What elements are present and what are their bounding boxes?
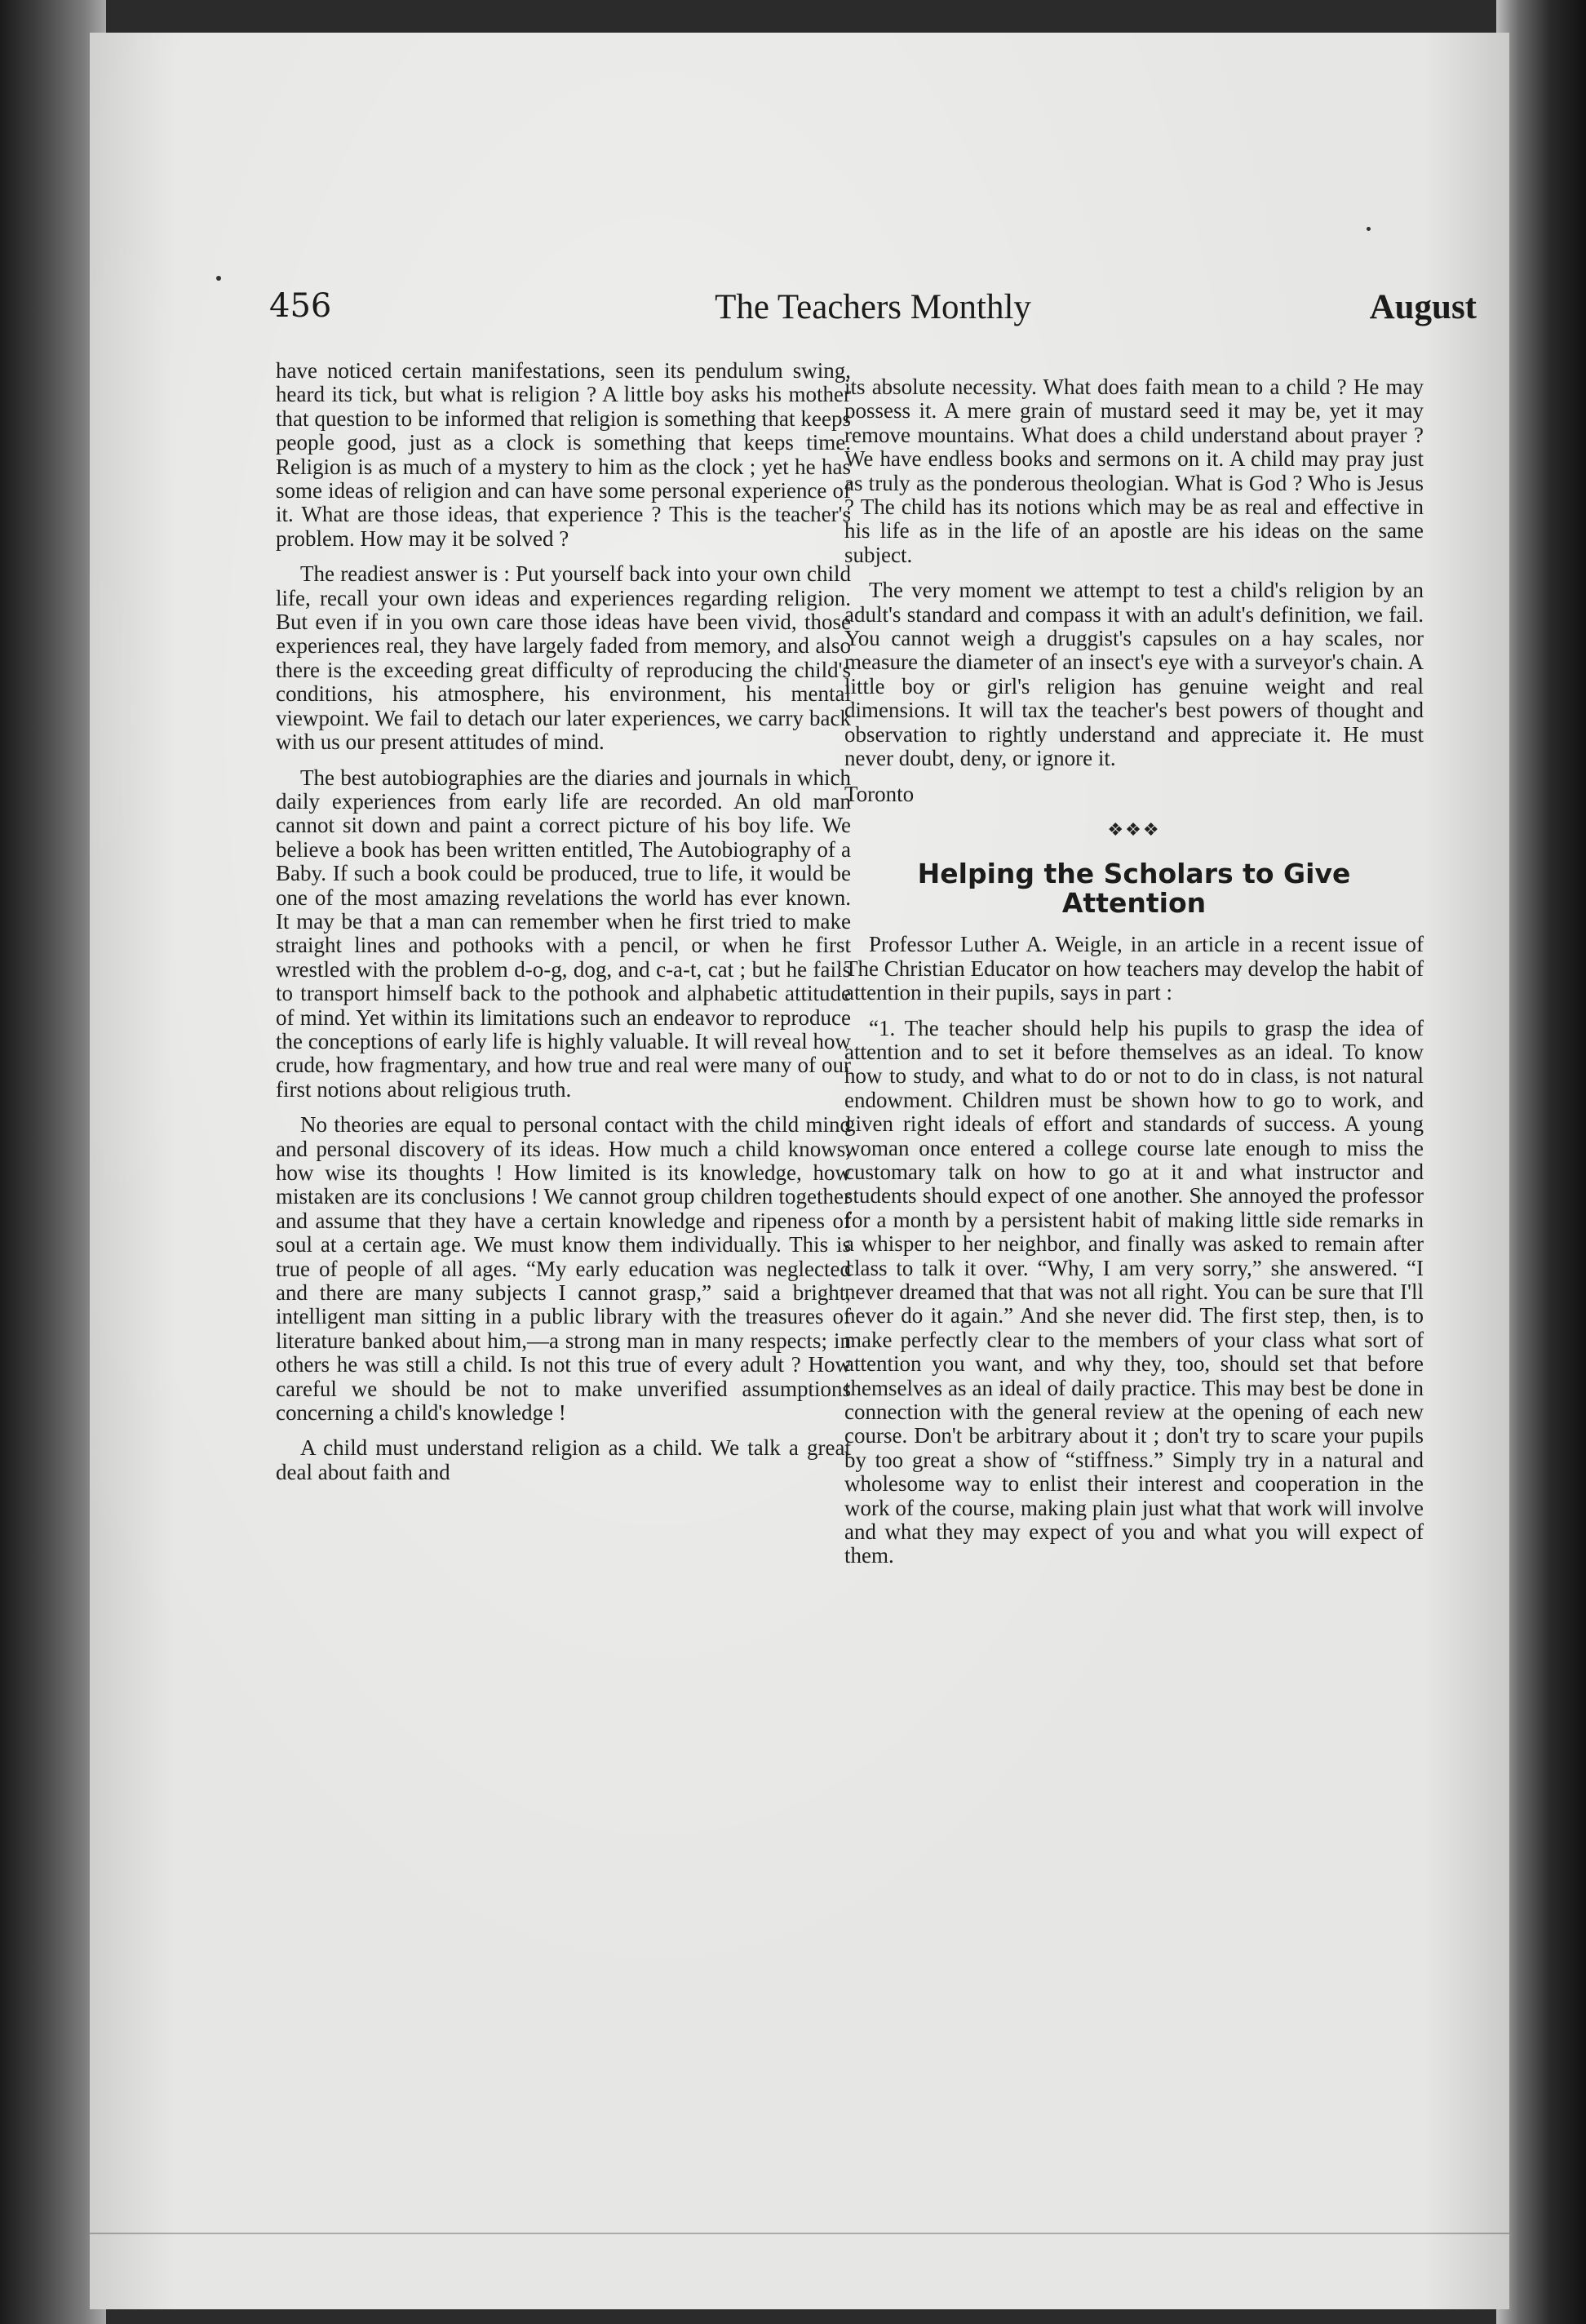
left-column bbox=[276, 359, 851, 1496]
paragraph: The readiest answer is : Put yourself back into your own child life, recall your own ideas and experiences regarding religion. But even if in you own care those ideas have been vivid, those experiences real, they have largely faded from memory, and also there is the exceeding great difficulty of reproducing the child's conditions, his atmosphere, his environment, his mental viewpoint. We fail to detach our later experiences, we carry back with us our present attitudes of mind. bbox=[276, 561, 851, 755]
paragraph: its absolute necessity. What does faith mean to a child ? He may possess it. A mere grain of mustard seed it may be, yet it may remove mountains. What does a child understand about prayer ? We have endless books and sermons on it. A child may pray just as truly as the ponderous theologian. What is God ? Who is Jesus ? The child has its notions which may be as real and effective in his life as in the life of an apostle are his ideas on the same subject. bbox=[844, 375, 1424, 567]
paragraph: Professor Luther A. Weigle, in an article in a recent issue of The Christian Educator on how teachers may develop the habit of attention in their pupils, says in part : bbox=[844, 932, 1424, 1005]
issue-month: August bbox=[1369, 288, 1477, 326]
running-header bbox=[269, 287, 1477, 344]
print-speck bbox=[1367, 227, 1371, 231]
paragraph: No theories are equal to personal contact with the child mind and personal discovery of its ideas. How much a child knows, how wise its thoughts ! How limited is its knowledge, how mistaken are its conclusions ! We cannot group children together and assume that they have a certain knowledge and ripeness of soul at a certain age. We must know them individually. This is true of people of all ages. “My early education was neglected and there are many subjects I cannot grasp,” said a bright, intelligent man sitting in a public library with the treasures of literature banked about him,—a strong man in many respects; in others he was still a child. Is not this true of every adult ? How careful we should be not to make unverified assumptions concerning a child's knowledge ! bbox=[276, 1112, 851, 1426]
page-bottom-edge bbox=[90, 2233, 1509, 2234]
paragraph: The very moment we attempt to test a child's religion by an adult's standard and compass it with an adult's definition, we fail. You cannot weigh a druggist's capsules on a hay scales, nor measure the diameter of an insect's eye with a surveyor's chain. A little boy or girl's religion has genuine weight and real dimensions. It will tax the teacher's best powers of thought and observation to rightly understand and appreciate it. He must never doubt, deny, or ignore it. bbox=[844, 578, 1424, 771]
section-divider-ornament: ❖❖❖ bbox=[1107, 818, 1161, 840]
paragraph: A child must understand religion as a child. We talk a great deal about faith and bbox=[276, 1435, 851, 1484]
scanner-right-edge bbox=[1496, 0, 1586, 2324]
right-column bbox=[844, 375, 1424, 1580]
magazine-page bbox=[90, 33, 1509, 2309]
author-location: Toronto bbox=[844, 781, 915, 806]
print-speck bbox=[216, 276, 221, 281]
article-title: Helping the Scholars to Give Attention bbox=[917, 858, 1351, 920]
paragraph: “1. The teacher should help his pupils to grasp the idea of attention and to set it before themselves as an ideal. To know how to study, and what to do or not to do in class, is not natural endowment. Children must be shown how to go to work, and given right ideals of effort and standards of success. A young woman once entered a college course late enough to miss the customary talk on how to go at it and what instructor and students should expect of one another. She annoyed the professor for a month by a persistent habit of making little side remarks in a whisper to her neighbor, and finally was asked to remain after class to talk it over. “Why, I am very sorry,” she answered. “I never dreamed that that was not all right. You can be sure that I'll never do it again.” And she never did. The first step, then, is to make perfectly clear to the members of your class what sort of attention you want, and why they, too, should set that before themselves as an ideal of daily practice. This may best be done in connection with the general review at the opening of each new course. Don't be arbitrary about it ; don't try to scare your pupils by too great a show of “stiffness.” Simply try in a natural and wholesome way to enlist their interest and cooperation in the work of the course, making plain just what that work will involve and what they may expect of you and what you will expect of them. bbox=[844, 1015, 1424, 1568]
journal-title: The Teachers Monthly bbox=[715, 288, 1031, 326]
page-number: 456 bbox=[269, 287, 332, 325]
paragraph: have noticed certain manifestations, seen its pendulum swing, heard its tick, but what is religion ? A little boy asks his mother that question to be informed that religion is something that keeps people good, just as a clock is something that keeps time. Religion is as much of a mystery to him as the clock ; yet he has some ideas of religion and can have some personal experience of it. What are those ideas, that experience ? This is the teacher's problem. How may it be solved ? bbox=[276, 358, 851, 551]
paragraph: The best autobiographies are the diaries and journals in which daily experiences from early life are recorded. An old man cannot sit down and paint a correct picture of his boy life. We believe a book has been written entitled, The Autobiography of a Baby. If such a book could be produced, true to life, it would be one of the most amazing revelations the world has ever known. It may be that a man can remember when he first tried to make straight lines and pothooks with a pencil, or when he first wrestled with the problem d-o-g, dog, and c-a-t, cat ; but he fails to transport himself back to the pothook and alphabetic attitude of mind. Yet within its limitations such an endeavor to reproduce the conceptions of early life is highly valuable. It will reveal how crude, how fragmentary, and how true and real were many of our first notions about religious truth. bbox=[276, 765, 851, 1102]
